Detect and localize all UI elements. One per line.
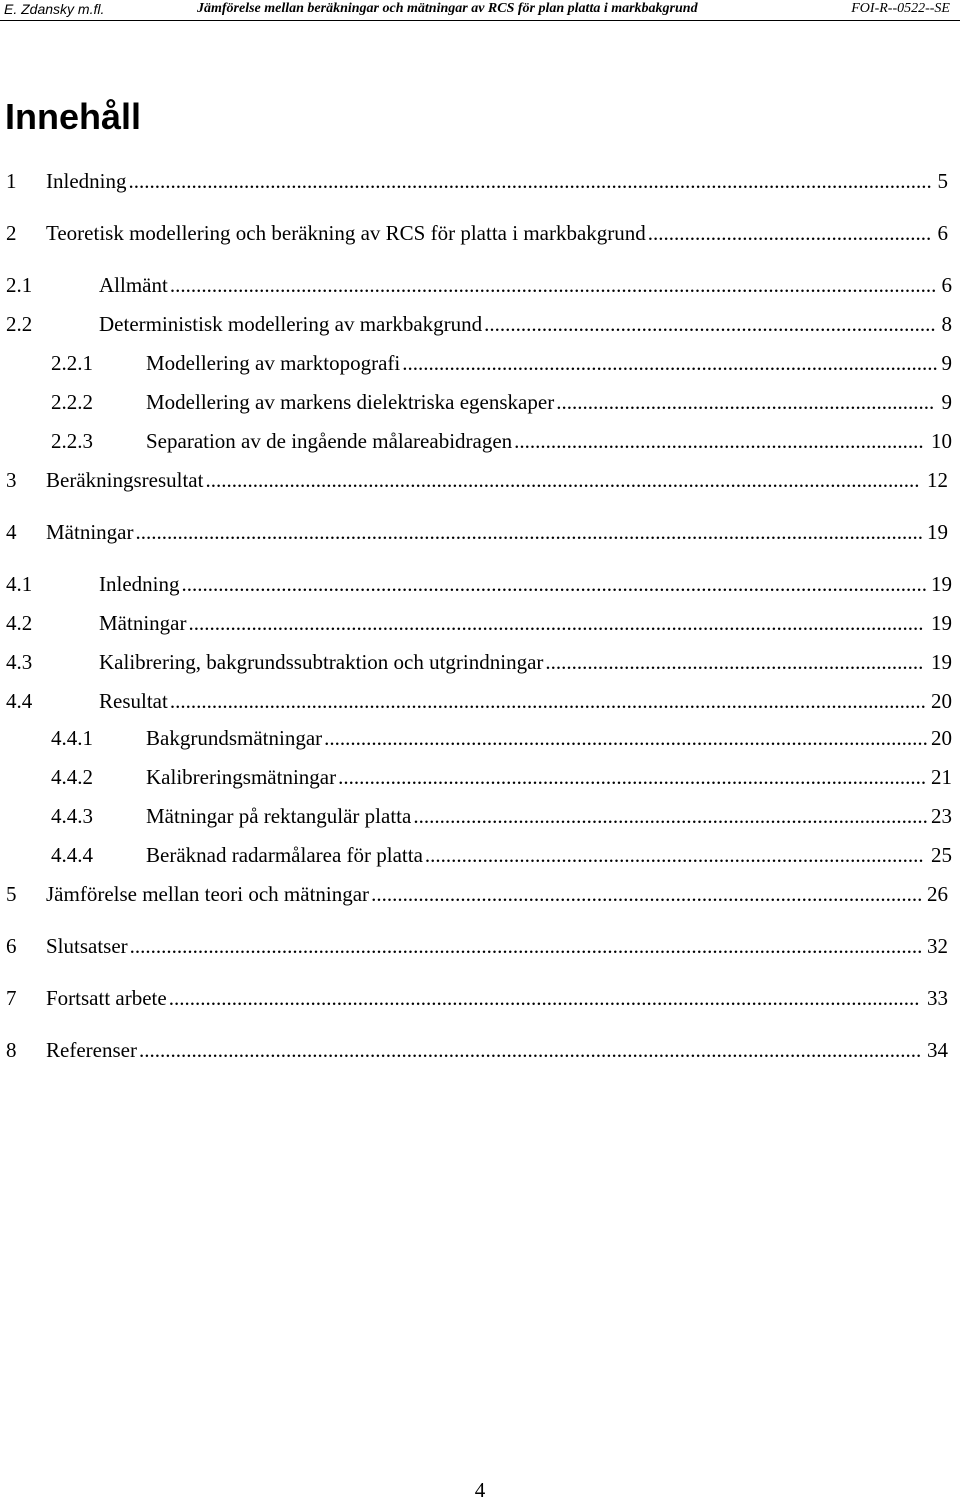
toc-entry[interactable] bbox=[0, 762, 960, 792]
toc-entry-label: Slutsatser bbox=[46, 934, 128, 958]
header-title: Jämförelse mellan beräkningar och mätningar av RCS för plan platta i markbakgrund bbox=[197, 1, 698, 16]
toc-entry[interactable] bbox=[0, 426, 960, 456]
toc-dot-leader: ................................................................................................................................................ bbox=[169, 689, 926, 713]
toc-entry-number: 8 bbox=[6, 1038, 17, 1062]
toc-entry-label: Modellering av marktopografi bbox=[146, 351, 401, 375]
toc-entry-label: Mätningar bbox=[99, 611, 187, 635]
toc-entry[interactable] bbox=[0, 647, 960, 677]
toc-entry-label: Deterministisk modellering av markbakgrund bbox=[99, 312, 483, 336]
toc-entry-label: Teoretisk modellering och beräkning av RCS för platta i markbakgrund bbox=[46, 221, 646, 245]
toc-entry-number: 4.2 bbox=[6, 611, 33, 635]
toc-entry-number: 2.2.3 bbox=[51, 429, 93, 453]
toc-entry[interactable] bbox=[0, 569, 960, 599]
toc-entry-number: 1 bbox=[6, 169, 17, 193]
toc-entry[interactable] bbox=[0, 166, 960, 196]
toc-entry-number: 4.4.3 bbox=[51, 804, 93, 828]
toc-entry-label: Modellering av markens dielektriska egenskaper bbox=[146, 390, 555, 414]
toc-dot-leader: .................................................................................................................................................. bbox=[169, 273, 937, 297]
toc-entry-page: 9 bbox=[941, 351, 952, 375]
toc-dot-leader: .................................................................................................. bbox=[413, 804, 928, 828]
toc-dot-leader: ....................................................................................................................................................... bbox=[129, 934, 923, 958]
toc-entry[interactable] bbox=[0, 387, 960, 417]
toc-entry-page: 32 bbox=[927, 934, 948, 958]
toc-entry-page: 34 bbox=[927, 1038, 948, 1062]
toc-entry-page: 19 bbox=[927, 520, 948, 544]
toc-entry-label: Inledning bbox=[99, 572, 180, 596]
header-author: E. Zdansky m.fl. bbox=[4, 1, 105, 17]
toc-entry-page: 5 bbox=[937, 169, 948, 193]
toc-entry[interactable] bbox=[0, 686, 960, 716]
toc-entry-page: 20 bbox=[931, 689, 952, 713]
toc-dot-leader: ................................................................................................................... bbox=[324, 726, 928, 750]
toc-entry-number: 4.4.1 bbox=[51, 726, 93, 750]
toc-entry[interactable] bbox=[0, 465, 960, 495]
toc-dot-leader: ...................................................................................................................................................... bbox=[135, 520, 923, 544]
toc-entry[interactable] bbox=[0, 931, 960, 961]
toc-entry-number: 2.1 bbox=[6, 273, 33, 297]
toc-entry-label: Separation av de ingående målareabidragen bbox=[146, 429, 513, 453]
toc-dot-leader: .............................................................................. bbox=[514, 429, 924, 453]
toc-entry-page: 20 bbox=[931, 726, 952, 750]
toc-entry-label: Bakgrundsmätningar bbox=[146, 726, 323, 750]
toc-dot-leader: ............................................................................................... bbox=[424, 843, 924, 867]
toc-entry-page: 19 bbox=[931, 650, 952, 674]
toc-dot-leader: ...................................................................................................... bbox=[402, 351, 938, 375]
toc-entry[interactable] bbox=[0, 723, 960, 753]
toc-dot-leader: ............................................................................................................................................... bbox=[168, 986, 920, 1010]
toc-entry[interactable] bbox=[0, 218, 960, 248]
toc-dot-leader: ............................................................................................................................................ bbox=[188, 611, 924, 635]
toc-entry[interactable] bbox=[0, 840, 960, 870]
toc-entry[interactable] bbox=[0, 517, 960, 547]
toc-entry-number: 7 bbox=[6, 986, 17, 1010]
toc-entry-page: 19 bbox=[931, 572, 952, 596]
toc-entry-page: 25 bbox=[931, 843, 952, 867]
toc-entry-page: 9 bbox=[941, 390, 952, 414]
toc-dot-leader: ........................................................................ bbox=[545, 650, 924, 674]
toc-entry[interactable] bbox=[0, 608, 960, 638]
toc-entry[interactable] bbox=[0, 1035, 960, 1065]
toc-dot-leader: ......................................................................................................................................................... bbox=[128, 169, 932, 193]
toc-entry[interactable] bbox=[0, 801, 960, 831]
toc-entry-number: 4.4 bbox=[6, 689, 33, 713]
toc-entry[interactable] bbox=[0, 879, 960, 909]
toc-entry-number: 2.2.2 bbox=[51, 390, 93, 414]
toc-entry-label: Jämförelse mellan teori och mätningar bbox=[46, 882, 370, 906]
toc-entry-page: 21 bbox=[931, 765, 952, 789]
toc-entry-page: 8 bbox=[941, 312, 952, 336]
toc-entry-label: Fortsatt arbete bbox=[46, 986, 167, 1010]
toc-entry-page: 23 bbox=[931, 804, 952, 828]
page-number: 4 bbox=[474, 1478, 486, 1502]
toc-entry-label: Mätningar på rektangulär platta bbox=[146, 804, 412, 828]
header-report-code: FOI-R--0522--SE bbox=[851, 1, 950, 16]
toc-entry[interactable] bbox=[0, 270, 960, 300]
toc-entry-page: 19 bbox=[931, 611, 952, 635]
toc-entry-page: 26 bbox=[927, 882, 948, 906]
toc-title: Innehåll bbox=[5, 96, 142, 137]
toc-dot-leader: ...................................................................................... bbox=[484, 312, 936, 336]
toc-entry-number: 4.3 bbox=[6, 650, 33, 674]
toc-entry-page: 33 bbox=[927, 986, 948, 1010]
toc-entry-label: Beräknad radarmålarea för platta bbox=[146, 843, 423, 867]
toc-entry[interactable] bbox=[0, 983, 960, 1013]
toc-entry-number: 3 bbox=[6, 468, 17, 492]
toc-entry-label: Kalibreringsmätningar bbox=[146, 765, 337, 789]
toc-dot-leader: ........................................................................ bbox=[556, 390, 935, 414]
toc-entry-label: Mätningar bbox=[46, 520, 134, 544]
toc-entry-number: 2 bbox=[6, 221, 17, 245]
toc-entry-label: Inledning bbox=[46, 169, 127, 193]
toc-entry-number: 4 bbox=[6, 520, 17, 544]
toc-entry-number: 5 bbox=[6, 882, 17, 906]
toc-entry-number: 6 bbox=[6, 934, 17, 958]
toc-dot-leader: ........................................................................................................................................ bbox=[205, 468, 920, 492]
toc-dot-leader: ..................................................................................................................................................... bbox=[138, 1038, 922, 1062]
toc-entry-page: 6 bbox=[937, 221, 948, 245]
toc-entry-number: 2.2.1 bbox=[51, 351, 93, 375]
toc-entry[interactable] bbox=[0, 348, 960, 378]
toc-entry-label: Allmänt bbox=[99, 273, 168, 297]
toc-dot-leader: ................................................................................................................ bbox=[338, 765, 927, 789]
toc-entry-number: 2.2 bbox=[6, 312, 33, 336]
toc-entry[interactable] bbox=[0, 309, 960, 339]
toc-entry-page: 12 bbox=[927, 468, 948, 492]
toc-dot-leader: ......................................................................................................... bbox=[371, 882, 923, 906]
toc-entry-label: Referenser bbox=[46, 1038, 137, 1062]
toc-entry-number: 4.4.2 bbox=[51, 765, 93, 789]
toc-dot-leader: ...................................................... bbox=[647, 221, 932, 245]
toc-entry-label: Beräkningsresultat bbox=[46, 468, 204, 492]
toc-entry-number: 4.4.4 bbox=[51, 843, 93, 867]
toc-entry-page: 6 bbox=[941, 273, 952, 297]
toc-entry-label: Kalibrering, bakgrundssubtraktion och utgrindningar bbox=[99, 650, 544, 674]
toc-dot-leader: .............................................................................................................................................. bbox=[181, 572, 927, 596]
toc-entry-label: Resultat bbox=[99, 689, 168, 713]
toc-entry-number: 4.1 bbox=[6, 572, 33, 596]
toc-entry-page: 10 bbox=[931, 429, 952, 453]
